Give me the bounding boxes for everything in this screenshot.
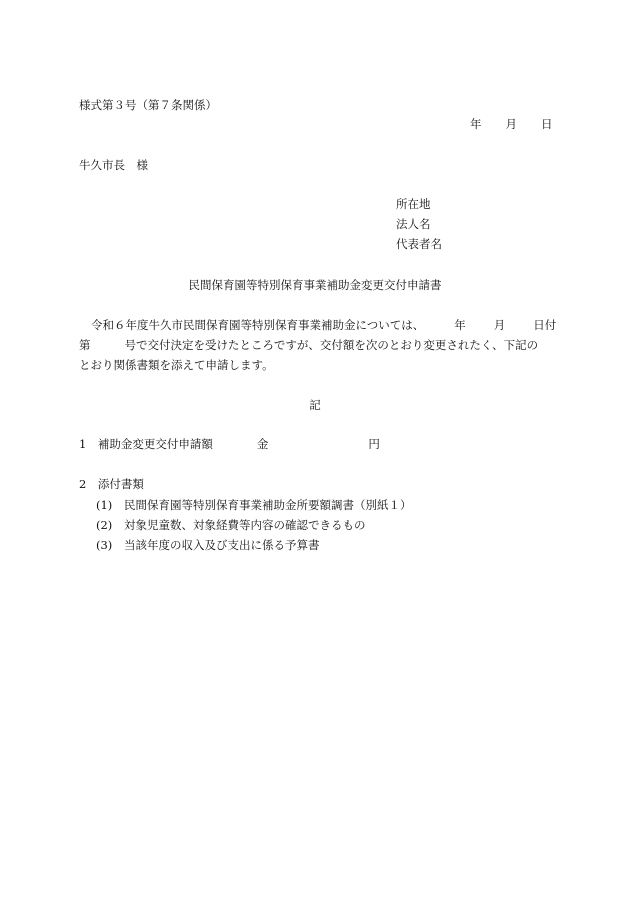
body-line-2: [79, 340, 538, 352]
attachment-text: 対象児童数、対象経費等内容の確認できるもの: [124, 518, 366, 532]
applicant-corporation-label: 法人名: [396, 217, 431, 231]
attachment-item: [96, 540, 320, 552]
body-line-3: とおり関係書類を添えて申請します。: [79, 358, 274, 372]
item-2-label: 2 添付書類: [79, 477, 144, 491]
item-1-label: 1 補助金変更交付申請額: [79, 437, 213, 451]
date-line: [470, 119, 553, 131]
attachment-number: (3): [96, 538, 113, 552]
body-line-1-month: 月: [493, 318, 506, 332]
attachment-item: [96, 500, 412, 512]
attachment-text: 当該年度の収入及び支出に係る予算書: [124, 538, 320, 552]
body-line-1: [79, 320, 556, 332]
attachment-text: 民間保育園等特別保育事業補助金所要額調書（別紙１）: [124, 498, 412, 512]
date-month-label: 月: [505, 117, 517, 131]
body-line-1-year: 年: [454, 318, 466, 332]
applicant-address-label: 所在地: [396, 197, 431, 211]
item-1-kin: 金: [256, 437, 269, 451]
date-year-label: 年: [470, 117, 482, 131]
ki-heading: 記: [309, 398, 321, 412]
body-line-2-text: 号で交付決定を受けたところですが、交付額を次のとおり変更されたく、下記の: [124, 338, 539, 352]
body-line-2-dai: 第: [79, 338, 91, 352]
item-1: [79, 439, 380, 451]
body-line-1-day: 日付: [533, 318, 557, 332]
attachment-number: (2): [96, 518, 113, 532]
date-day-label: 日: [541, 117, 553, 131]
body-line-1-text: 令和６年度牛久市民間保育園等特別保育事業補助金については、: [91, 318, 425, 332]
applicant-representative-label: 代表者名: [396, 237, 442, 251]
item-1-en: 円: [368, 437, 380, 451]
attachment-number: (1): [96, 498, 113, 512]
attachment-item: [96, 520, 366, 532]
form-header: 様式第３号（第７条関係）: [79, 98, 217, 112]
addressee: 牛久市長 様: [79, 158, 148, 172]
document-title: 民間保育園等特別保育事業補助金変更交付申請書: [188, 278, 442, 292]
